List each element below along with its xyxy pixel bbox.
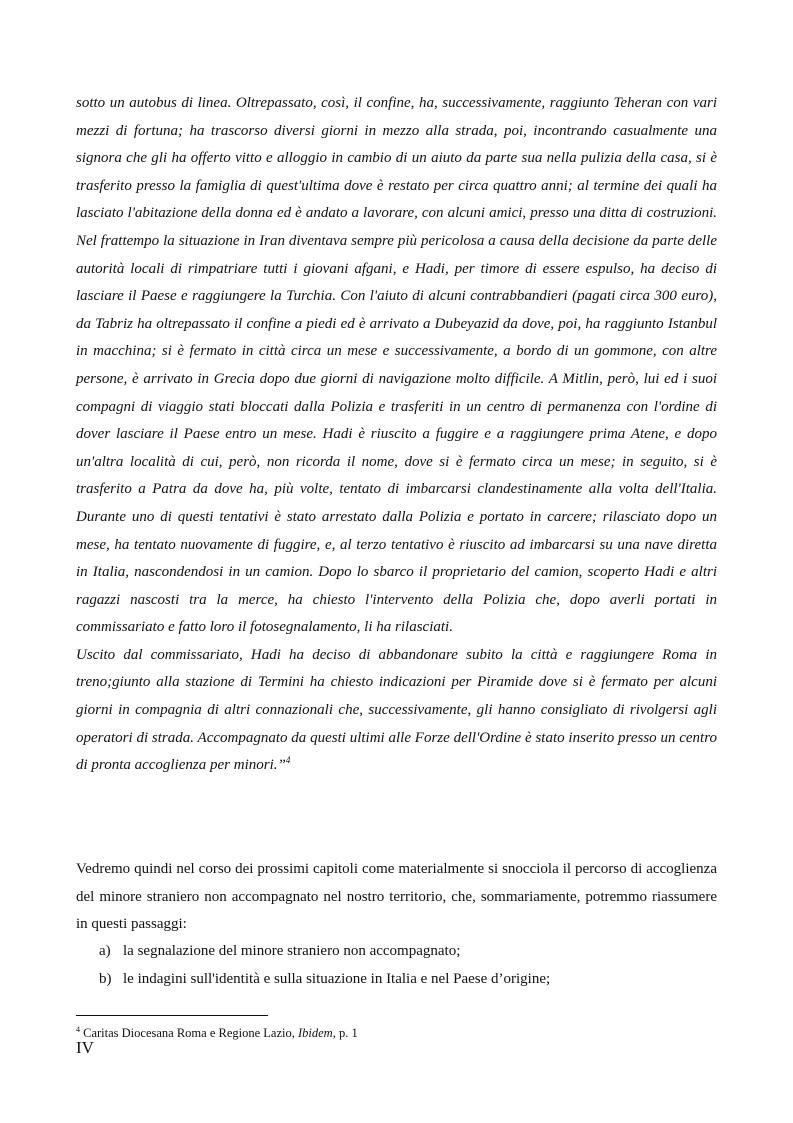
quoted-testimony [76, 90, 717, 780]
footnote-italic: Ibidem [297, 1026, 333, 1041]
quote-paragraph: sotto un autobus di linea. Oltrepassato, così, il confine, ha, successivamente, raggiunto Teheran con vari mezzi di fortuna; ha trascorso diversi giorni in mezzo alla strada, poi, incontrando casualmente una signora che gli ha offerto vitto e alloggio in cambio di un aiuto da parte sua nella pulizia della casa, si è trasferito presso la famiglia di quest'ultima dove è restato per circa quattro anni; al termine dei quali ha lasciato l'abitazione della donna ed è andato a lavorare, con alcuni amici, presso una ditta di costruzioni. Nel frattempo la situazione in Iran diventava sempre più pericolosa a causa della decisione da parte delle autorità locali di rimpatriare tutti i giovani afgani, e Hadi, per timore di essere espulso, ha deciso di lasciare il Paese e raggiungere la Turchia. Con l'aiuto di alcuni contrabbandieri (pagati circa 300 euro), da Tabriz ha oltrepassato il confine a piedi ed è arrivato a Dubeyazid da dove, poi, ha raggiunto Istanbul in macchina; si è fermato in città circa un mese e successivamente, a bordo di un gommone, con altre persone, è arrivato in Grecia dopo due giorni di navigazione molto difficile. A Mitlin, però, lui ed i suoi compagni di viaggio stati bloccati dalla Polizia e trasferiti in un centro di permanenza con l'ordine di dover lasciare il Paese entro un mese. Hadi è riuscito a fuggire e a raggiungere prima Atene, e dopo un'altra località di cui, però, non ricorda il nome, dove si è fermato circa un mese; in seguito, si è trasferito a Patra da dove ha, più volte, tentato di imbarcarsi clandestinamente alla volta dell'Italia. Durante uno di questi tentativi è stato arrestato dalla Polizia e portato in carcere; rilasciato dopo un mese, ha tentato nuovamente di fuggire, e, al terzo tentativo è riuscito ad imbarcarsi su una nave diretta in Italia, nascondendosi in un camion. Dopo lo sbarco il proprietario del camion, scoperto Hadi e altri ragazzi nascosti tra la merce, ha chiesto l'intervento della Polizia che, dopo averli portati in commissariato e fatto loro il fotosegnalamento, li ha rilasciati. [76, 95, 717, 636]
footnote-number: 4 [76, 1025, 80, 1034]
list-item-text: la segnalazione del minore straniero non accompagnato; [123, 943, 461, 959]
footnote-reference[interactable]: 4 [285, 755, 291, 766]
footnote-text-end: , p. 1 [332, 1026, 358, 1041]
footnote-divider [76, 1015, 268, 1016]
list-item [99, 966, 719, 994]
body-paragraph: Vedremo quindi nel corso dei prossimi capitoli come materialmente si snocciola il percorso di accoglienza del minore straniero non accompagnato nel nostro territorio, che, sommariamente, potremmo riassumere in questi passaggi: [76, 861, 717, 933]
page-number: IV [76, 1038, 94, 1057]
list-marker: a) [99, 943, 111, 959]
quote-paragraph [76, 642, 717, 780]
list-marker: b) [99, 970, 112, 987]
list-item-text: le indagini sull'identità e sulla situazione in Italia e nel Paese d’origine; [123, 970, 551, 987]
footnote-text: Caritas Diocesana Roma e Regione Lazio, [80, 1026, 298, 1041]
steps-list [99, 938, 719, 993]
list-item [99, 938, 719, 966]
footnote [76, 1022, 717, 1041]
quote-paragraph-text: Uscito dal commissariato, Hadi ha deciso di abbandonare subito la città e raggiungere Roma in treno;giunto alla stazione di Termini ha chiesto indicazioni per Piramide dove si è fermato per alcuni giorni in compagnia di altri connazionali che, successivamente, gli hanno consigliato di rivolgersi agli operatori di strada. Accompagnato da questi ultimi alle Forze dell'Ordine è stato inserito presso un centro di pronta accoglienza per minori.” [76, 646, 717, 774]
